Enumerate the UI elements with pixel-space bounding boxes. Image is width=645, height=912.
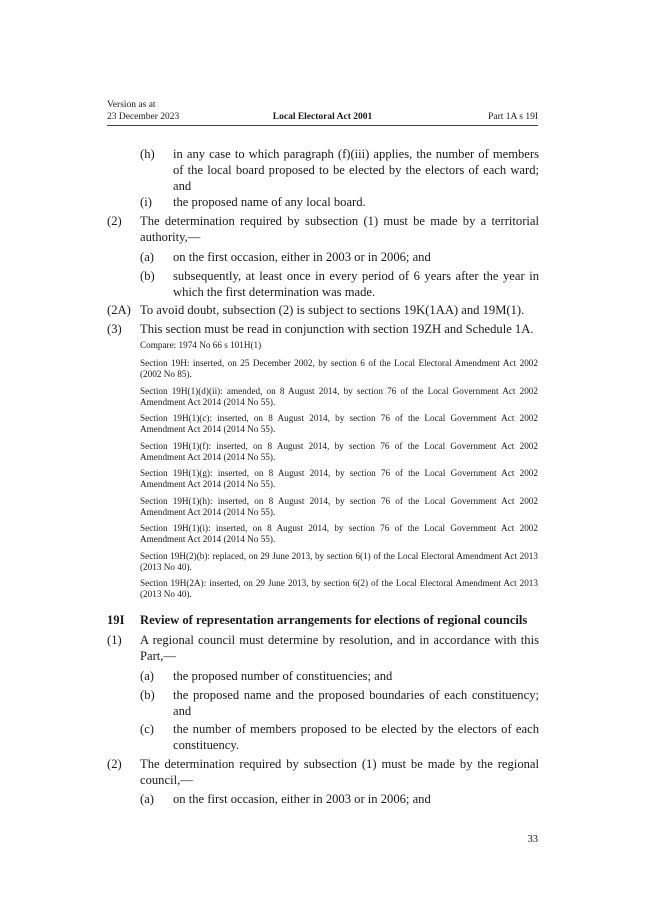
subsection-2-b-text: subsequently, at least once in every period of 6 years after the year in which the first determination was made. (173, 269, 539, 299)
compare-note: Compare: 1974 No 66 s 101H(1) (140, 340, 262, 350)
history-note: Section 19H(1)(g): inserted, on 8 August 2014, by section 76 of the Local Government Act 2002 Amendment Act 2014 (2014 No 55). (140, 468, 538, 490)
history-note: Section 19H(1)(c): inserted, on 8 August 2014, by section 76 of the Local Government Act 2002 Amendment Act 2014 (2014 No 55). (140, 413, 538, 435)
subsection-2-b-label: (b) (140, 269, 155, 283)
s19I-subsection-2-text: The determination required by subsection (1) must be made by the regional council,— (140, 757, 539, 787)
history-note: Section 19H(2A): inserted, on 29 June 2013, by section 6(2) of the Local Electoral Amendment Act 2013 (2013 No 40). (140, 578, 538, 600)
para-i-label: (i) (140, 195, 152, 209)
s19I-subsection-2-a-label: (a) (140, 792, 154, 806)
history-note: Section 19H(2)(b): replaced, on 29 June 2013, by section 6(1) of the Local Electoral Amendment Act 2013 (2013 No 40). (140, 551, 538, 573)
s19I-subsection-1-label: (1) (107, 633, 122, 647)
header-version-label: Version as at (107, 100, 156, 110)
subsection-2-a-label: (a) (140, 250, 154, 264)
s19I-para-b-label: (b) (140, 688, 155, 702)
subsection-2-a-text: on the first occasion, either in 2003 or in 2006; and (173, 250, 431, 264)
header-part-section: Part 1A s 19I (488, 112, 538, 122)
history-note: Section 19H(1)(h): inserted, on 8 August 2014, by section 76 of the Local Government Act 2002 Amendment Act 2014 (2014 No 55). (140, 496, 538, 518)
subsection-3-label: (3) (107, 322, 122, 336)
s19I-para-b-text: the proposed name and the proposed boundaries of each constituency; and (173, 688, 539, 718)
page-number: 33 (527, 834, 538, 845)
para-h-label: (h) (140, 147, 155, 161)
subsection-2-label: (2) (107, 214, 122, 228)
s19I-para-c-text: the number of members proposed to be elected by the electors of each constituency. (173, 722, 539, 752)
subsection-2-text: The determination required by subsection (1) must be made by a territorial authority,— (140, 214, 539, 244)
header-date: 23 December 2023 (107, 112, 180, 122)
subsection-2A-label: (2A) (107, 303, 131, 317)
history-note: Section 19H(1)(d)(ii): amended, on 8 August 2014, by section 76 of the Local Government Act 2002 Amendment Act 2014 (2014 No 55). (140, 386, 538, 408)
s19I-subsection-1-text: A regional council must determine by resolution, and in accordance with this Part,— (140, 633, 539, 663)
header-divider (107, 125, 538, 126)
subsection-2A-text: To avoid doubt, subsection (2) is subject to sections 19K(1AA) and 19M(1). (140, 303, 525, 317)
history-note: Section 19H: inserted, on 25 December 2002, by section 6 of the Local Electoral Amendment Act 2002 (2002 No 85). (140, 358, 538, 380)
history-note: Section 19H(1)(f): inserted, on 8 August 2014, by section 76 of the Local Government Act 2002 Amendment Act 2014 (2014 No 55). (140, 441, 538, 463)
section-number: 19I (107, 613, 125, 627)
para-i-text: the proposed name of any local board. (173, 195, 366, 209)
para-h-text: in any case to which paragraph (f)(iii) applies, the number of members of the local board proposed to be elected by the electors of each ward; and (173, 147, 539, 193)
s19I-para-a-text: the proposed number of constituencies; and (173, 669, 393, 683)
subsection-3-text: This section must be read in conjunction with section 19ZH and Schedule 1A. (140, 322, 534, 336)
s19I-subsection-2-a-text: on the first occasion, either in 2003 or in 2006; and (173, 792, 431, 806)
s19I-subsection-2-label: (2) (107, 757, 122, 771)
header-act-title: Local Electoral Act 2001 (272, 112, 373, 122)
s19I-para-a-label: (a) (140, 669, 154, 683)
s19I-para-c-label: (c) (140, 722, 154, 736)
section-heading: Review of representation arrangements for elections of regional councils (140, 613, 528, 627)
history-note: Section 19H(1)(i): inserted, on 8 August 2014, by section 76 of the Local Government Act 2002 Amendment Act 2014 (2014 No 55). (140, 523, 538, 545)
